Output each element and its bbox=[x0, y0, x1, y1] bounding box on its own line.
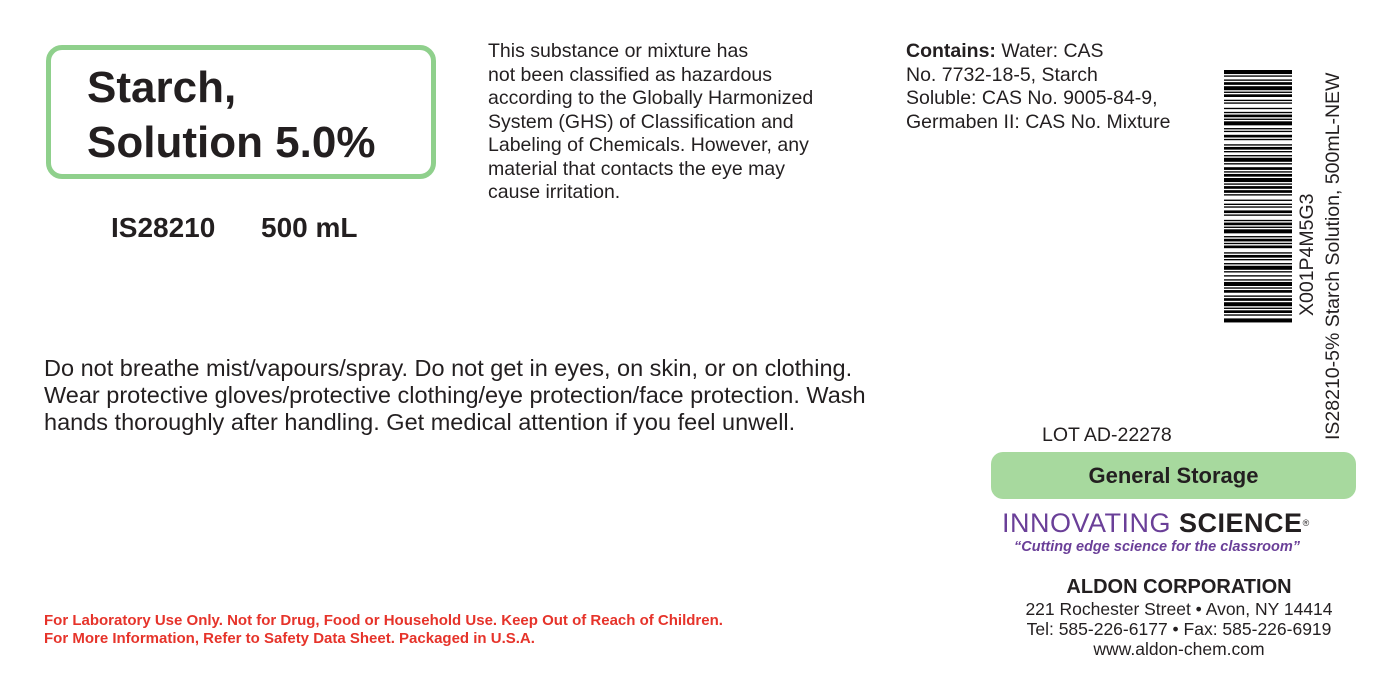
barcode-bar bbox=[1224, 271, 1292, 272]
barcode-bar bbox=[1224, 131, 1292, 132]
barcode-bar bbox=[1224, 119, 1292, 120]
barcode-bar bbox=[1224, 86, 1292, 90]
barcode-bar bbox=[1224, 263, 1292, 264]
barcode-bar bbox=[1224, 290, 1292, 293]
barcode-bar bbox=[1224, 310, 1292, 313]
barcode-bar bbox=[1224, 295, 1292, 296]
barcode-bar bbox=[1224, 282, 1292, 286]
barcode-bar bbox=[1224, 135, 1292, 138]
hazard-line: material that contacts the eye may bbox=[488, 157, 785, 180]
hazard-line: cause irritation. bbox=[488, 181, 621, 203]
hazard-line: according to the Globally Harmonized bbox=[488, 87, 814, 109]
barcode-bar bbox=[1224, 298, 1292, 301]
barcode-bar bbox=[1224, 279, 1292, 280]
barcode-code: X001P4M5G3 bbox=[1296, 193, 1318, 316]
barcode-bar bbox=[1224, 158, 1292, 162]
company-address: 221 Rochester Street • Avon, NY 14414 bbox=[1025, 599, 1333, 619]
barcode-bar bbox=[1224, 163, 1292, 164]
contains-line: No. 7732-18-5, Starch bbox=[906, 63, 1098, 86]
barcode-bar bbox=[1224, 308, 1292, 309]
barcode-bar bbox=[1224, 246, 1292, 249]
catalog-number: IS28210 bbox=[111, 212, 216, 243]
contains-label: Contains: bbox=[906, 40, 996, 62]
hazard-statement bbox=[488, 40, 828, 205]
barcode-bar bbox=[1224, 167, 1292, 170]
hazard-line: not been classified as hazardous bbox=[488, 63, 773, 86]
company-phone-fax: Tel: 585-226-6177 • Fax: 585-226-6919 bbox=[1026, 619, 1332, 639]
brand-name-first: INNOVATING bbox=[1002, 508, 1172, 538]
barcode-bar bbox=[1224, 94, 1292, 97]
product-title-line-2: Solution 5.0% bbox=[87, 118, 376, 167]
brand-tagline: “Cutting edge science for the classroom” bbox=[1014, 539, 1301, 555]
company-name: ALDON CORPORATION bbox=[1066, 576, 1292, 598]
contains-block bbox=[906, 40, 1196, 134]
barcode-bar bbox=[1224, 220, 1292, 221]
barcode-bar bbox=[1224, 318, 1292, 322]
company-website: www.aldon-chem.com bbox=[1093, 639, 1265, 659]
barcode-bar bbox=[1224, 223, 1292, 226]
barcode-bar bbox=[1224, 210, 1292, 213]
barcode-bar bbox=[1224, 314, 1292, 315]
barcode-bar bbox=[1224, 252, 1292, 253]
barcode-graphic bbox=[1224, 70, 1292, 432]
barcode-bar bbox=[1224, 100, 1292, 101]
barcode-bar bbox=[1224, 206, 1292, 207]
barcode-bar bbox=[1224, 239, 1292, 242]
barcode-bar bbox=[1224, 266, 1292, 270]
barcode-bar bbox=[1224, 92, 1292, 93]
contains-value: Water: CAS bbox=[1001, 40, 1104, 62]
product-volume: 500 mL bbox=[261, 212, 358, 243]
hazard-line: System (GHS) of Classification and bbox=[488, 110, 794, 133]
barcode-bar bbox=[1224, 171, 1292, 172]
barcode-bar bbox=[1224, 144, 1292, 145]
barcode-bar bbox=[1224, 275, 1292, 276]
barcode-bar bbox=[1224, 243, 1292, 244]
barcode-bar bbox=[1224, 174, 1292, 177]
barcode-bar bbox=[1224, 151, 1292, 152]
barcode-bar bbox=[1224, 287, 1292, 288]
barcode-bar bbox=[1224, 128, 1292, 129]
barcode-bar bbox=[1224, 302, 1292, 306]
barcode-bar bbox=[1224, 112, 1292, 113]
barcode-bar bbox=[1224, 214, 1292, 215]
disclaimer bbox=[44, 612, 723, 648]
barcode-bar bbox=[1224, 75, 1292, 76]
barcode-bar bbox=[1224, 229, 1292, 233]
barcode-bar bbox=[1224, 200, 1292, 201]
contains-line: Soluble: CAS No. 9005-84-9, bbox=[906, 87, 1158, 109]
brand-logo bbox=[1002, 508, 1352, 556]
barcode-bar bbox=[1224, 108, 1292, 109]
barcode-bar bbox=[1224, 115, 1292, 118]
product-title-box bbox=[46, 45, 436, 179]
barcode-bar bbox=[1224, 70, 1292, 74]
precaution-line: Wear protective gloves/protective clothing/eye protection/face protection. Wash bbox=[44, 382, 866, 408]
barcode-bar bbox=[1224, 147, 1292, 150]
barcode-bar bbox=[1224, 236, 1292, 237]
barcode-bar bbox=[1224, 79, 1292, 80]
contains-line-1 bbox=[906, 40, 1196, 64]
barcode-bar bbox=[1224, 183, 1292, 184]
company-block bbox=[1000, 576, 1358, 659]
registered-mark: ® bbox=[1302, 518, 1310, 528]
precautionary-statements bbox=[44, 355, 864, 436]
barcode-bar bbox=[1224, 139, 1292, 140]
barcode-bar bbox=[1224, 194, 1292, 195]
barcode-description: IS28210-5% Starch Solution, 500mL-NEW bbox=[1322, 72, 1344, 440]
barcode-bar bbox=[1224, 186, 1292, 189]
storage-badge: General Storage bbox=[991, 452, 1356, 499]
product-title-line-1: Starch, bbox=[87, 63, 237, 112]
barcode-bar bbox=[1224, 82, 1292, 85]
brand-name bbox=[1002, 508, 1352, 538]
product-title bbox=[87, 60, 375, 170]
brand-name-second: SCIENCE bbox=[1179, 508, 1303, 538]
barcode-bar bbox=[1224, 178, 1292, 182]
barcode-bar bbox=[1224, 102, 1292, 103]
barcode-bar bbox=[1224, 155, 1292, 156]
barcode-bar bbox=[1224, 190, 1292, 193]
precaution-line: Do not breathe mist/vapours/spray. Do not get in eyes, on skin, or on clothing. bbox=[44, 355, 853, 381]
lot-number: LOT AD-22278 bbox=[1042, 424, 1172, 446]
barcode-bar bbox=[1224, 259, 1292, 260]
hazard-line: This substance or mixture has bbox=[488, 40, 749, 62]
contains-line: Germaben II: CAS No. Mixture bbox=[906, 110, 1171, 133]
disclaimer-line: For Laboratory Use Only. Not for Drug, Food or Household Use. Keep Out of Reach of Children. bbox=[44, 612, 723, 629]
barcode-bar bbox=[1224, 204, 1292, 205]
barcode-bar bbox=[1224, 121, 1292, 125]
barcode-bar bbox=[1224, 255, 1292, 258]
disclaimer-line: For More Information, Refer to Safety Data Sheet. Packaged in U.S.A. bbox=[44, 630, 535, 647]
barcode-bar bbox=[1224, 227, 1292, 228]
hazard-line: Labeling of Chemicals. However, any bbox=[488, 134, 809, 156]
precaution-line: hands thoroughly after handling. Get medical attention if you feel unwell. bbox=[44, 409, 796, 435]
